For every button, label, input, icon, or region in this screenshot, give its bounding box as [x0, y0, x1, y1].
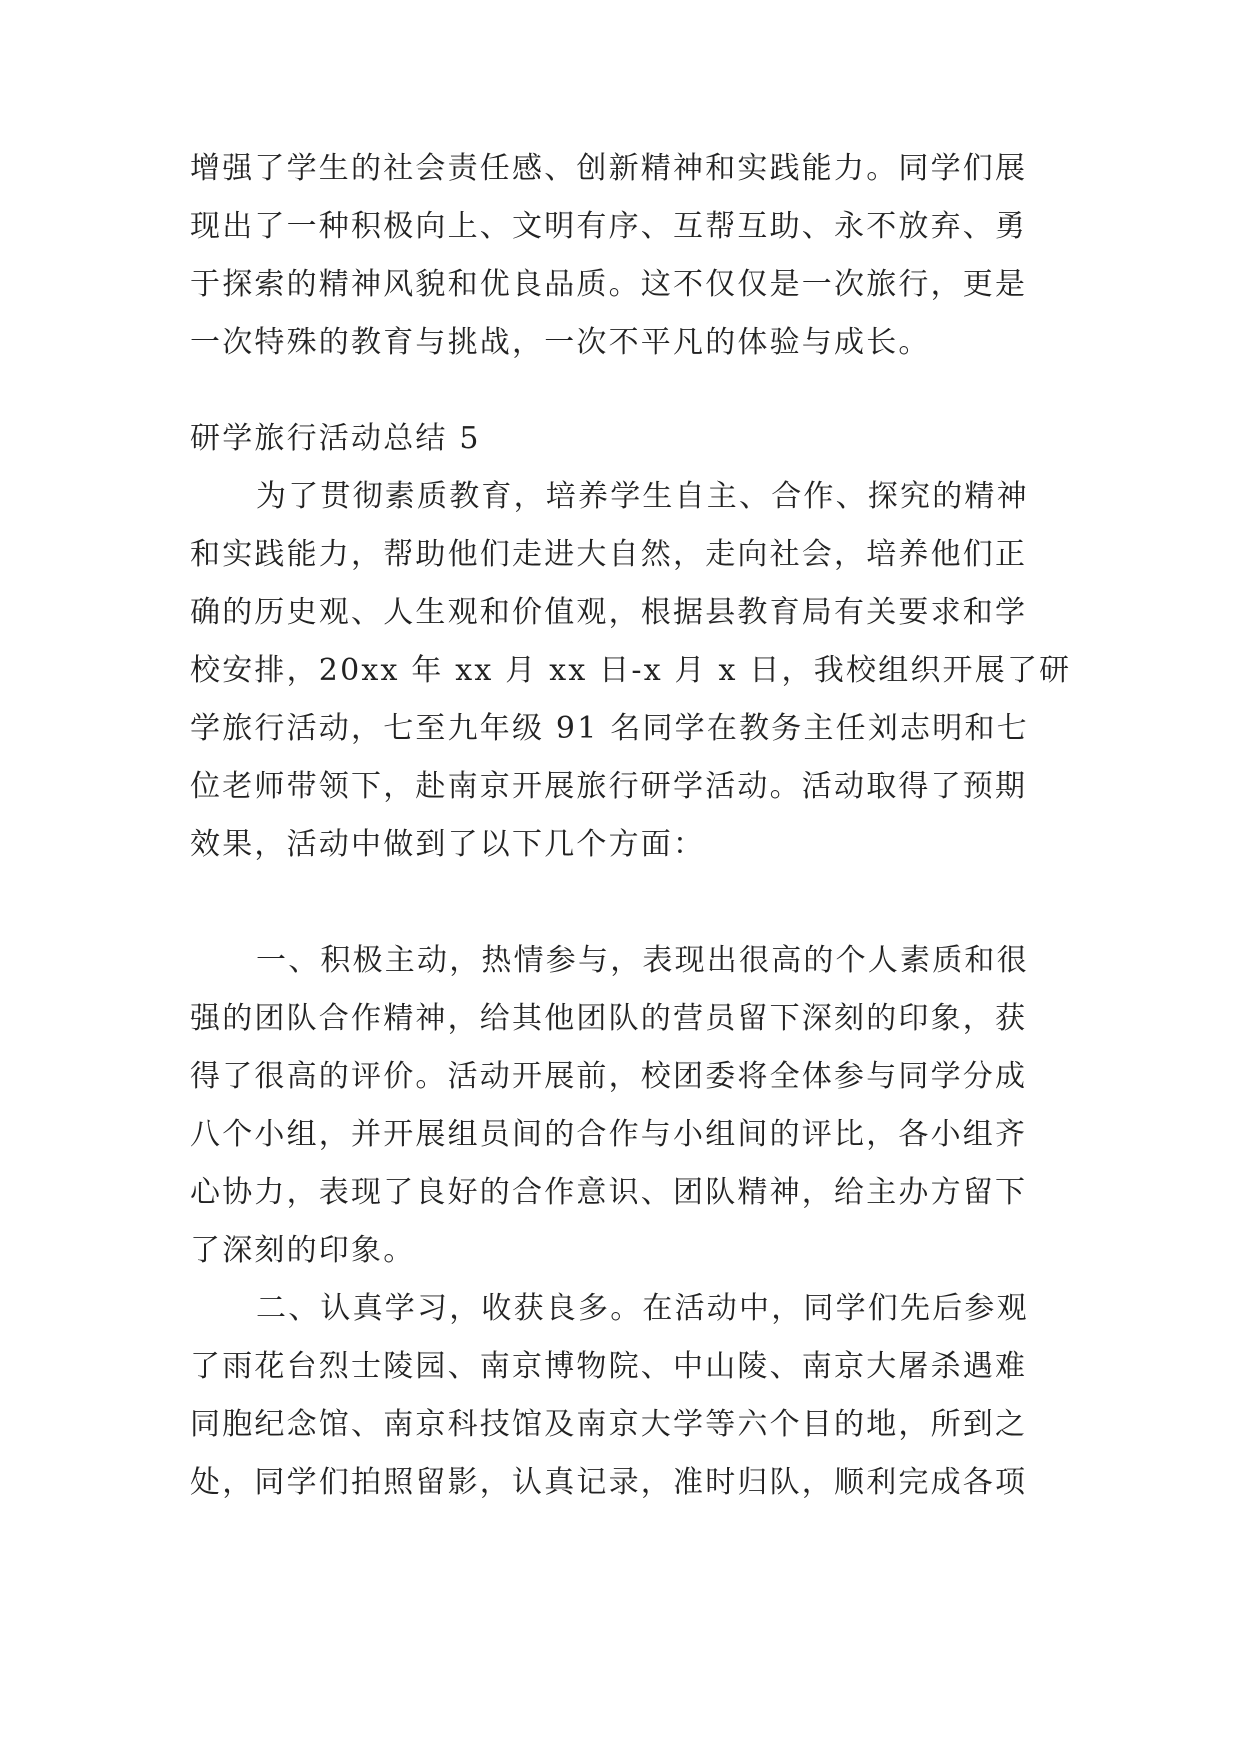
text-line: 心协力，表现了良好的合作意识、团队精神，给主办方留下 — [190, 1175, 1028, 1210]
text-line: 了雨花台烈士陵园、南京博物院、中山陵、南京大屠杀遇难 — [190, 1349, 1028, 1384]
paragraph-section-1 — [190, 932, 1060, 1280]
paragraph-continuation — [190, 140, 1060, 372]
text-line: 增强了学生的社会责任感、创新精神和实践能力。同学们展 — [190, 151, 1028, 186]
text-line: 二、认真学习，收获良多。在活动中，同学们先后参观 — [256, 1291, 1029, 1326]
text-line: 现出了一种积极向上、文明有序、互帮互助、永不放弃、勇 — [190, 209, 1028, 244]
section-heading: 研学旅行活动总结 5 — [190, 421, 481, 456]
text-line: 处，同学们拍照留影，认真记录，准时归队，顺利完成各项 — [190, 1465, 1028, 1500]
text-line: 效果，活动中做到了以下几个方面： — [190, 827, 706, 862]
text-line: 于探索的精神风貌和优良品质。这不仅仅是一次旅行，更是 — [190, 267, 1028, 302]
paragraph-section-2 — [190, 1280, 1060, 1512]
text-line: 八个小组，并开展组员间的合作与小组间的评比，各小组齐 — [190, 1117, 1028, 1152]
text-line: 位老师带领下，赴南京开展旅行研学活动。活动取得了预期 — [190, 769, 1028, 804]
text-line: 一、积极主动，热情参与，表现出很高的个人素质和很 — [256, 943, 1029, 978]
text-line: 确的历史观、人生观和价值观，根据县教育局有关要求和学 — [190, 595, 1028, 630]
text-line: 同胞纪念馆、南京科技馆及南京大学等六个目的地，所到之 — [190, 1407, 1028, 1442]
text-line: 一次特殊的教育与挑战，一次不平凡的体验与成长。 — [190, 325, 931, 360]
text-line: 得了很高的评价。活动开展前，校团委将全体参与同学分成 — [190, 1059, 1028, 1094]
text-line: 校安排，20xx 年 xx 月 xx 日-x 月 x 日，我校组织开展了研 — [190, 653, 1072, 688]
text-line: 学旅行活动，七至九年级 91 名同学在教务主任刘志明和七 — [190, 711, 1029, 746]
text-line: 为了贯彻素质教育，培养学生自主、合作、探究的精神 — [256, 479, 1029, 514]
document-body — [190, 140, 1072, 1512]
text-line: 了深刻的印象。 — [190, 1233, 416, 1268]
text-line: 和实践能力，帮助他们走进大自然，走向社会，培养他们正 — [190, 537, 1028, 572]
text-line: 强的团队合作精神，给其他团队的营员留下深刻的印象，获 — [190, 1001, 1028, 1036]
paragraph-intro — [190, 468, 1072, 874]
